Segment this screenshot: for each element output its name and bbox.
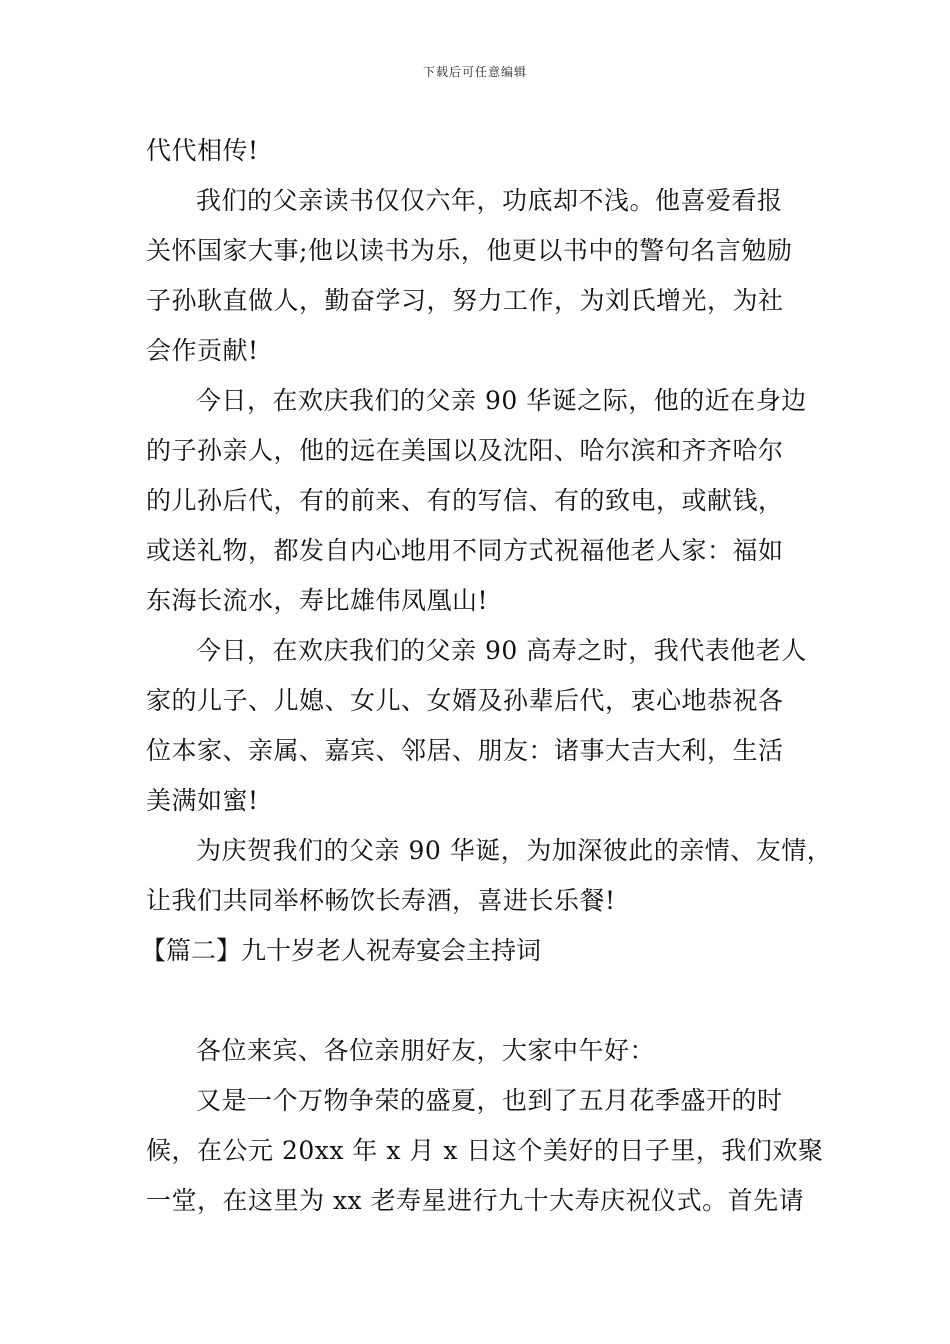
- paragraph-line: 会作贡献!: [146, 336, 259, 365]
- section-heading: 【篇二】九十岁老人祝寿宴会主持词: [141, 936, 542, 965]
- paragraph-line: 为庆贺我们的父亲 90 华诞，为加深彼此的亲情、友情，: [196, 836, 833, 865]
- paragraph-line: 关怀国家大事;他以读书为乐，他更以书中的警句名言勉励: [146, 236, 793, 265]
- paragraph-line: 子孙耿直做人，勤奋学习，努力工作，为刘氏增光，为社: [146, 286, 784, 315]
- paragraph-line: 今日，在欢庆我们的父亲 90 华诞之际，他的近在身边: [196, 386, 807, 415]
- paragraph-line: 美满如蜜!: [146, 786, 259, 815]
- paragraph-line: 或送礼物，都发自内心地用不同方式祝福他老人家：福如: [146, 536, 784, 565]
- paragraph-line: 的儿孙后代，有的前来、有的写信、有的致电，或献钱，: [146, 486, 784, 515]
- paragraph-line: 一堂，在这里为 xx 老寿星进行九十大寿庆祝仪式。首先请: [146, 1186, 805, 1215]
- paragraph-line: 让我们共同举杯畅饮长寿酒，喜进长乐餐!: [146, 886, 616, 915]
- page-header-note: 下载后可任意编辑: [422, 65, 527, 79]
- paragraph-line: 家的儿子、儿媳、女儿、女婿及孙辈后代，衷心地恭祝各: [146, 686, 784, 715]
- paragraph-line: 东海长流水，寿比雄伟凤凰山!: [146, 586, 489, 615]
- blank-line: [146, 976, 826, 1026]
- document-body: [141, 126, 833, 1226]
- paragraph-line: 位本家、亲属、嘉宾、邻居、朋友：诸事大吉大利，生活: [146, 736, 784, 765]
- paragraph-line: 各位来宾、各位亲朋好友，大家中午好：: [196, 1036, 656, 1065]
- paragraph-line: 我们的父亲读书仅仅六年，功底却不浅。他喜爱看报: [196, 186, 783, 215]
- paragraph-line: 代代相传!: [146, 136, 259, 165]
- paragraph-line: 今日，在欢庆我们的父亲 90 高寿之时，我代表他老人: [196, 636, 807, 665]
- paragraph-line: 又是一个万物争荣的盛夏，也到了五月花季盛开的时: [196, 1086, 783, 1115]
- paragraph-line: 的子孙亲人，他的远在美国以及沈阳、哈尔滨和齐齐哈尔: [146, 436, 784, 465]
- paragraph-line: 候，在公元 20xx 年 x 月 x 日这个美好的日子里，我们欢聚: [146, 1136, 824, 1165]
